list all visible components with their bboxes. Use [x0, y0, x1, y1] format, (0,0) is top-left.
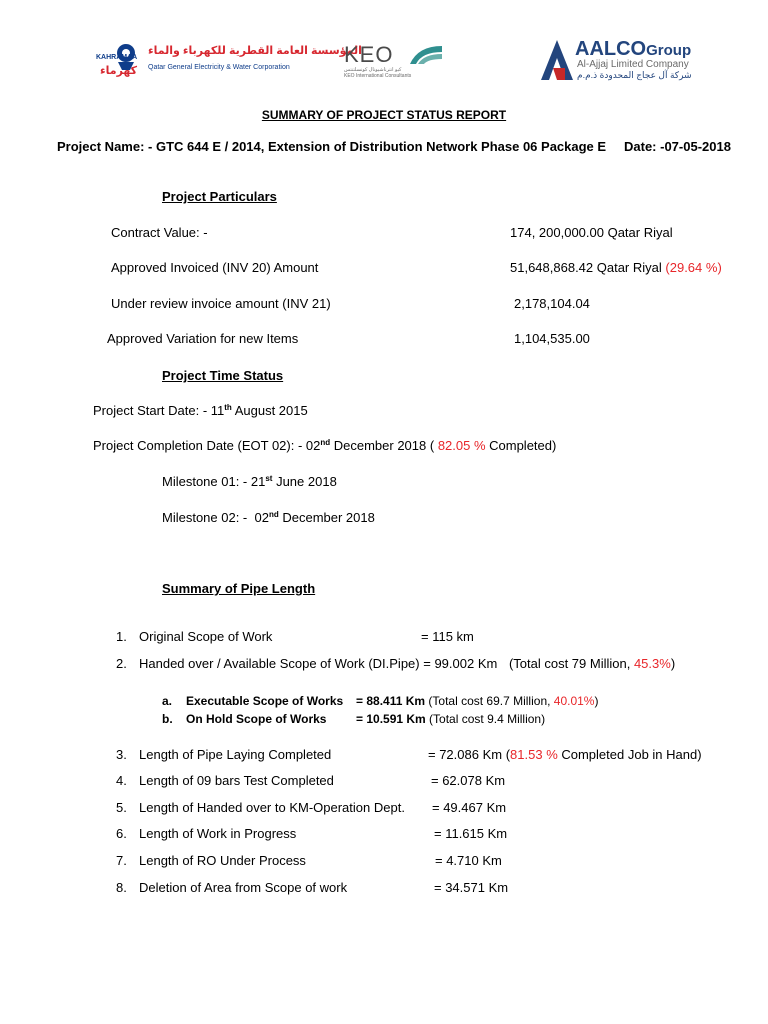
under-review-value: 2,178,104.04: [514, 296, 590, 311]
time-status-heading: Project Time Status: [162, 368, 284, 383]
pipe-item-num: 1.: [116, 629, 127, 644]
start-date-prefix: Project Start Date: - 11: [93, 403, 225, 418]
sub-item-note: (Total cost 69.7 Million,: [425, 694, 554, 708]
pipe-item-label: Original Scope of Work: [139, 629, 273, 644]
aalco-name: AALCO: [575, 38, 647, 60]
pipe-item-value: = 4.710 Km: [435, 853, 502, 868]
contract-value-label: Contract Value: -: [111, 225, 208, 240]
pipe-item-label: Length of 09 bars Test Completed: [139, 773, 334, 788]
milestone-02-sup: nd: [268, 510, 279, 519]
sub-item-letter: a.: [162, 694, 173, 708]
variation-value: 1,104,535.00: [514, 331, 590, 346]
milestone-01-suffix: June 2018: [272, 474, 337, 489]
aalco-wordmark: [575, 38, 691, 61]
approved-invoice-label: Approved Invoiced (INV 20) Amount: [111, 260, 319, 275]
pipe-item-note: Completed Job in Hand): [557, 747, 702, 762]
pipe-item-label: Handed over / Available Scope of Work (DI.Pipe): [139, 656, 420, 671]
completion-suffix: Completed): [485, 438, 557, 453]
milestone-02-suffix: December 2018: [278, 510, 375, 525]
completion-prefix: Project Completion Date (EOT 02): - 02: [93, 438, 321, 453]
particulars-heading: Project Particulars: [162, 189, 277, 204]
pipe-heading: Summary of Pipe Length: [162, 581, 316, 596]
sub-item-row-a: [356, 694, 598, 708]
pipe-item-label: Deletion of Area from Scope of work: [139, 880, 348, 895]
aalco-group: Group: [646, 42, 692, 59]
keo-name: KEO: [344, 42, 394, 67]
keo-logo: [344, 42, 449, 80]
approved-invoice-value: 51,648,868.42 Qatar Riyal: [510, 260, 662, 275]
pipe-item-percent: 81.53 %: [510, 747, 558, 762]
pipe-item-value: = 11.615 Km: [434, 826, 508, 841]
pipe-item-value: = 62.078 Km: [431, 773, 506, 788]
contract-value: 174, 200,000.00 Qatar Riyal: [510, 225, 673, 240]
pipe-item-pre: (: [505, 747, 511, 762]
sub-item-note: (Total cost 9.4 Million): [425, 712, 546, 726]
milestone-02-prefix: Milestone 02: - 02: [162, 510, 269, 525]
milestone-01: [162, 474, 337, 489]
pipe-item-label: Length of Pipe Laying Completed: [139, 747, 332, 762]
aalco-a-emblem-icon: [541, 40, 573, 80]
approved-invoice-percent: (29.64 %): [665, 260, 722, 275]
pipe-item-value: = 49.467 Km: [432, 800, 507, 815]
pipe-item-value: = 34.571 Km: [434, 880, 509, 895]
pipe-item-row-2: [139, 656, 675, 671]
aalco-arabic-line: شركة آل عجاج المحدودة ذ.م.م: [577, 70, 692, 80]
pipe-item-num: 6.: [116, 826, 127, 841]
approved-invoice-value-wrap: [510, 260, 722, 275]
milestone-02: [162, 510, 375, 525]
kahramaa-brand-latin: KAHRAMAA: [96, 54, 138, 61]
keo-wave-icon: [408, 44, 444, 66]
milestone-01-sup: st: [265, 474, 273, 483]
sub-item-percent: 40.01%: [553, 694, 595, 708]
pipe-item-row-3: [428, 747, 702, 762]
pipe-item-num: 7.: [116, 853, 127, 868]
sub-item-value: = 88.411 Km: [356, 694, 426, 708]
kahramaa-arabic-title: المؤسسة العامة القطرية للكهرباء والماء: [148, 45, 362, 57]
pipe-item-label: Length of Handed over to KM-Operation Dept.: [139, 800, 405, 815]
completion-sup: nd: [320, 438, 331, 447]
keo-arabic-line: كيو انترناشيونال كونسلتنتس: [344, 67, 402, 73]
pipe-item-num: 3.: [116, 747, 127, 762]
start-date-suffix: August 2015: [231, 403, 308, 418]
pipe-item-num: 4.: [116, 773, 127, 788]
variation-label: Approved Variation for new Items: [107, 331, 299, 346]
pipe-item-num: 2.: [116, 656, 127, 671]
completion-date: [93, 438, 556, 453]
under-review-label: Under review invoice amount (INV 21): [111, 296, 331, 311]
pipe-item-label: Length of Work in Progress: [139, 826, 297, 841]
completion-mid: December 2018 (: [330, 438, 438, 453]
aalco-logo: [541, 38, 699, 82]
sub-item-value: = 10.591 Km: [356, 712, 426, 726]
pipe-item-value: = 99.002 Km: [423, 656, 498, 671]
aalco-english-line: Al-Ajjaj Limited Company: [577, 59, 689, 70]
pipe-item-close: ): [670, 656, 676, 671]
start-date: [93, 403, 308, 418]
sub-item-close: ): [594, 694, 599, 708]
kahramaa-logo: [96, 40, 362, 82]
milestone-01-prefix: Milestone 01: - 21: [162, 474, 266, 489]
kahramaa-brand-arabic: كهرماء: [100, 65, 138, 77]
pipe-item-label: Length of RO Under Process: [139, 853, 306, 868]
pipe-item-percent: 45.3%: [633, 656, 671, 671]
sub-item-row-b: [356, 712, 545, 726]
sub-item-label: Executable Scope of Works: [186, 694, 344, 708]
pipe-item-value: = 72.086 Km: [428, 747, 503, 762]
sub-item-label: On Hold Scope of Works: [186, 712, 327, 726]
pipe-item-num: 8.: [116, 880, 127, 895]
sub-item-letter: b.: [162, 712, 173, 726]
completion-percent: 82.05 %: [437, 438, 486, 453]
report-title: SUMMARY OF PROJECT STATUS REPORT: [261, 108, 507, 122]
pipe-item-num: 5.: [116, 800, 127, 815]
kahramaa-english-title: Qatar General Electricity & Water Corporation: [148, 64, 290, 71]
keo-tagline: KEO International Consultants: [344, 73, 412, 79]
pipe-item-value: = 115 km: [421, 629, 474, 644]
start-date-sup: th: [224, 403, 232, 412]
project-name: Project Name: - GTC 644 E / 2014, Extension of Distribution Network Phase 06 Package E: [57, 139, 607, 154]
pipe-item-note: (Total cost 79 Million,: [508, 656, 634, 671]
report-date: Date: -07-05-2018: [624, 139, 731, 154]
